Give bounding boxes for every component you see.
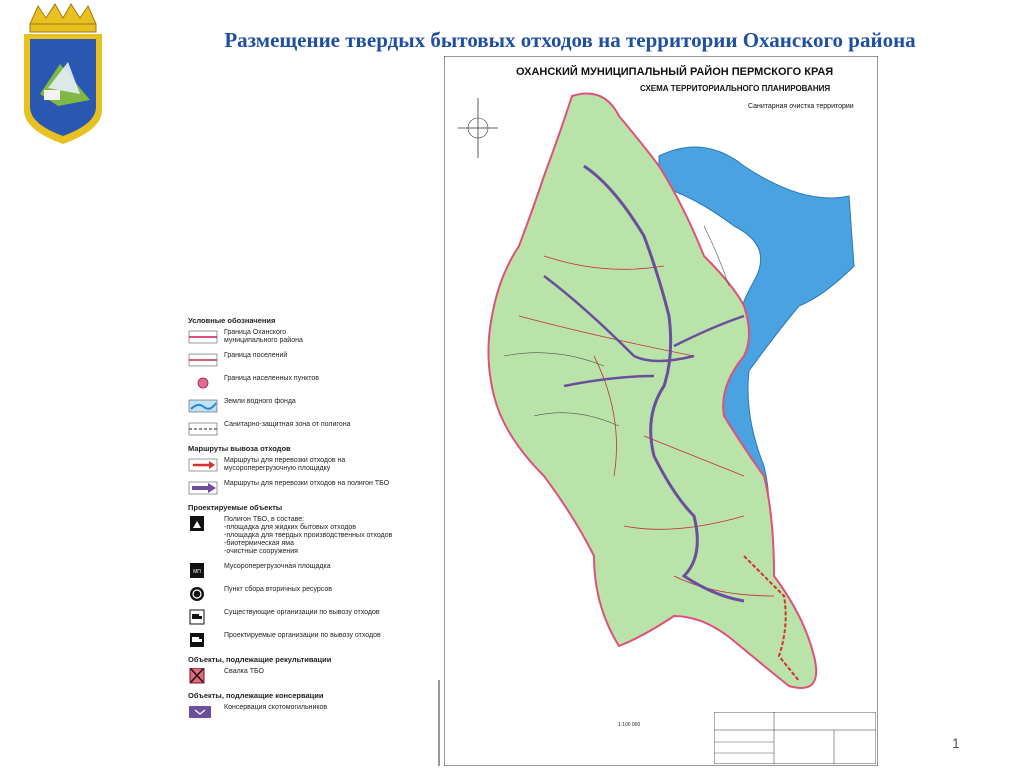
legend-label: Пункт сбора вторичных ресурсов (224, 586, 332, 594)
legend-item (188, 398, 438, 414)
district-border-symbol (188, 329, 218, 345)
water-land-symbol (188, 398, 218, 414)
legend-item (188, 609, 438, 625)
red-arrow-icon (188, 457, 218, 473)
slide-title: Размещение твердых бытовых отходов на территории Оханского района (224, 28, 916, 52)
legend-label: Консервация скотомогильников (224, 704, 328, 712)
legend-label: Свалка ТБО (224, 668, 264, 676)
legend-item (188, 457, 438, 473)
legend-item (188, 352, 438, 368)
legend-item (188, 563, 438, 579)
routes-heading: Маршруты вывоза отходов (188, 444, 291, 454)
map-edge-rule (436, 680, 442, 766)
legend-item (188, 329, 438, 345)
legend-item (188, 668, 438, 684)
legend-item (188, 704, 438, 720)
legend (188, 312, 438, 727)
legend-heading: Условные обозначения (188, 316, 276, 325)
map-subject: Санитарная очистка территории (748, 103, 854, 110)
title-block-stamp (714, 712, 876, 764)
cattle-burial-icon (188, 704, 218, 720)
legend-item (188, 632, 438, 648)
page-number: 1 (952, 735, 960, 751)
legend-item (188, 586, 438, 602)
legend-label: Маршруты для перевозки отходов на полигон ТБО (224, 480, 390, 488)
map-subtitle: СХЕМА ТЕРРИТОРИАЛЬНОГО ПЛАНИРОВАНИЯ (640, 84, 831, 93)
legend-label: Граница населенных пунктов (224, 375, 319, 383)
legend-label: Проектируемые организации по вывозу отходов (224, 632, 381, 640)
legend-label: Граница Оханского муниципального района (224, 329, 303, 345)
legend-item (188, 375, 438, 391)
svg-text:МП: МП (193, 569, 201, 576)
recultivation-heading: Объекты, подлежащие рекультивации (188, 655, 332, 665)
projected-heading: Проектируемые объекты (188, 503, 283, 513)
legend-label: Мусороперегрузочная площадка (224, 563, 331, 571)
conservation-heading: Объекты, подлежащие консервации (188, 691, 324, 701)
map-scale: 1:100 000 (618, 722, 641, 728)
legend-item (188, 516, 438, 556)
legend-label: Маршруты для перевозки отходов на мусороперегрузочную площадку (224, 457, 346, 473)
truck-icon (188, 609, 218, 625)
landfill-icon (188, 516, 218, 532)
sanitary-zone-symbol (188, 421, 218, 437)
dump-cross-icon (188, 668, 218, 684)
legend-label: Существующие организации по вывозу отходов (224, 609, 380, 617)
coat-of-arms-emblem (18, 2, 108, 147)
settlement-border-symbol (188, 352, 218, 368)
truck-filled-icon (188, 632, 218, 648)
legend-label: Полигон ТБО, в составе: -площадка для жидких бытовых отходов -площадка для твердых производственных отходов -биотермическая яма -очистные сооружения (224, 516, 393, 556)
transfer-station-icon (188, 563, 218, 579)
legend-label: Санитарно-защитная зона от полигона (224, 421, 351, 429)
district-map (444, 56, 878, 766)
locality-border-symbol (188, 375, 218, 391)
legend-item (188, 421, 438, 437)
legend-label: Земли водного фонда (224, 398, 296, 406)
legend-label: Граница поселений (224, 352, 288, 360)
legend-item (188, 480, 438, 496)
recycling-icon (188, 586, 218, 602)
map-title: ОХАНСКИЙ МУНИЦИПАЛЬНЫЙ РАЙОН ПЕРМСКОГО КРАЯ (516, 66, 834, 78)
purple-arrow-icon (188, 480, 218, 496)
